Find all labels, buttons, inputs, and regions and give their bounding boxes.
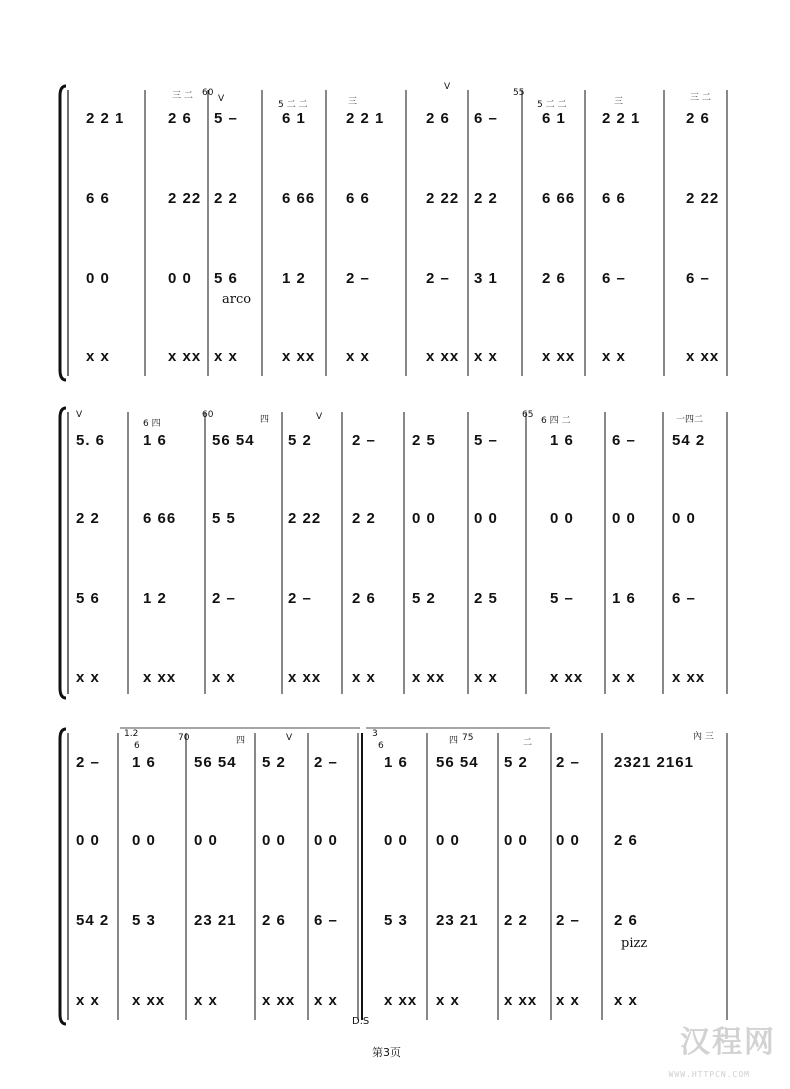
notation-cell-perc: x xx xyxy=(282,348,316,365)
notation-cell-third: 3 1 xyxy=(474,270,498,287)
notation-cell-second: 2 2 xyxy=(474,190,498,207)
notation-cell-second: 0 0 xyxy=(412,510,436,527)
notation-cell-second: 2 2 xyxy=(214,190,238,207)
notation-cell-third: 6 – xyxy=(602,270,626,287)
notation-cell-top: 6 1 xyxy=(542,110,566,127)
notation-cell-perc: x xx xyxy=(384,992,418,1009)
notation-cell-second: 0 0 xyxy=(436,832,460,849)
notation-cell-second: 0 0 xyxy=(550,510,574,527)
notation-cell-perc: x xx xyxy=(426,348,460,365)
notation-cell-second: 0 0 xyxy=(504,832,528,849)
notation-cell-top: 1 6 xyxy=(143,432,167,449)
measure-number: 55 xyxy=(513,88,525,98)
notation-cell-third: 2 6 xyxy=(542,270,566,287)
notation-cell-perc: x xx xyxy=(542,348,576,365)
notation-cell-second: 0 0 xyxy=(474,510,498,527)
fingering-annotation: 二 xyxy=(523,738,533,748)
notation-cell-perc: x xx xyxy=(504,992,538,1009)
notation-cell-second: 6 66 xyxy=(542,190,576,207)
notation-cell-third: 0 0 xyxy=(86,270,110,287)
notation-cell-third: 6 – xyxy=(686,270,710,287)
fingering-annotation: 6 四 二 xyxy=(541,416,571,426)
notation-cell-perc: x xx xyxy=(686,348,720,365)
notation-cell-perc: x x xyxy=(212,669,236,686)
notation-cell-third: 2 5 xyxy=(474,590,498,607)
notation-cell-top: 56 54 xyxy=(194,754,237,771)
page-number: 第3页 xyxy=(372,1046,401,1059)
notation-cell-perc: x x xyxy=(76,992,100,1009)
notation-cell-third: 6 – xyxy=(672,590,696,607)
notation-cell-second: 6 66 xyxy=(282,190,316,207)
notation-cell-top: 6 – xyxy=(612,432,636,449)
system-brace xyxy=(60,86,66,380)
notation-cell-third: 1 2 xyxy=(143,590,167,607)
notation-cell-perc: x xx xyxy=(288,669,322,686)
measure-number: 75 xyxy=(462,733,474,743)
notation-cell-second: 2 2 xyxy=(76,510,100,527)
notation-cell-third: 0 0 xyxy=(168,270,192,287)
notation-cell-perc: x x xyxy=(612,669,636,686)
notation-cell-second: 0 0 xyxy=(262,832,286,849)
notation-cell-top: 1 6 xyxy=(132,754,156,771)
notation-cell-perc: x xx xyxy=(412,669,446,686)
notation-cell-top: 1 6 xyxy=(550,432,574,449)
notation-cell-third: 2 6 xyxy=(352,590,376,607)
notation-cell-second: 0 0 xyxy=(556,832,580,849)
notation-cell-second: 2 22 xyxy=(426,190,460,207)
fingering-annotation: 四 xyxy=(260,415,270,425)
fingering-annotation: 一四二 xyxy=(676,415,704,425)
notation-cell-third: 5 – xyxy=(550,590,574,607)
notation-cell-second: 6 6 xyxy=(86,190,110,207)
notation-cell-second: 2 22 xyxy=(288,510,322,527)
notation-cell-perc: x xx xyxy=(262,992,296,1009)
notation-cell-third: 23 21 xyxy=(436,912,479,929)
fingering-annotation: 內 三 xyxy=(693,732,714,742)
arco-marking: arco xyxy=(222,292,252,307)
notation-cell-third: 5 6 xyxy=(76,590,100,607)
fingering-annotation: 三 二 xyxy=(172,91,193,101)
notation-cell-top: 2 2 1 xyxy=(602,110,641,127)
notation-cell-second: 0 0 xyxy=(672,510,696,527)
watermark-url: WWW.HTTPCN.COM xyxy=(668,1070,750,1079)
notation-cell-top: 5 2 xyxy=(288,432,312,449)
notation-cell-top: 5 2 xyxy=(262,754,286,771)
system-brace xyxy=(60,408,66,698)
notation-cell-second: 6 6 xyxy=(346,190,370,207)
pizz-marking: pizz xyxy=(621,936,648,951)
notation-cell-top: 2 – xyxy=(352,432,376,449)
notation-cell-second: 2 2 xyxy=(352,510,376,527)
bowing-annotation: V xyxy=(76,410,83,420)
notation-cell-third: 2 – xyxy=(556,912,580,929)
notation-cell-perc: x xx xyxy=(143,669,177,686)
notation-cell-top: 2 – xyxy=(556,754,580,771)
notation-cell-top: 2 6 xyxy=(686,110,710,127)
notation-cell-top: 56 54 xyxy=(212,432,255,449)
notation-cell-third: 2 – xyxy=(212,590,236,607)
notation-cell-perc: x x xyxy=(602,348,626,365)
notation-cell-third: 1 2 xyxy=(282,270,306,287)
notation-cell-second: 0 0 xyxy=(76,832,100,849)
fingering-annotation: 四 xyxy=(449,736,459,746)
notation-cell-perc: x x xyxy=(556,992,580,1009)
measure-number: 70 xyxy=(178,733,190,743)
notation-cell-perc: x x xyxy=(346,348,370,365)
notation-cell-third: 2 6 xyxy=(614,912,638,929)
notation-cell-top: 2 6 xyxy=(426,110,450,127)
notation-cell-perc: x x xyxy=(352,669,376,686)
notation-cell-third: 2 2 xyxy=(504,912,528,929)
fingering-annotation: 5 二 二 xyxy=(537,100,567,110)
watermark-logo: 汉程网 xyxy=(680,1025,776,1060)
notation-cell-third: 1 6 xyxy=(612,590,636,607)
notation-cell-third: 5 3 xyxy=(384,912,408,929)
notation-cell-top: 5. 6 xyxy=(76,432,106,449)
notation-cell-perc: x xx xyxy=(672,669,706,686)
fingering-annotation: 三 二 xyxy=(690,93,711,103)
notation-cell-perc: x x xyxy=(614,992,638,1009)
notation-cell-third: 2 6 xyxy=(262,912,286,929)
notation-cell-top: 2 5 xyxy=(412,432,436,449)
fingering-annotation: 5 二 二 xyxy=(278,100,308,110)
notation-cell-top: 2 – xyxy=(76,754,100,771)
notation-cell-perc: x x xyxy=(314,992,338,1009)
fingering-annotation: 6 xyxy=(134,741,140,751)
notation-cell-perc: x xx xyxy=(132,992,166,1009)
bowing-annotation: V xyxy=(316,412,323,422)
system-brace xyxy=(60,729,66,1024)
notation-cell-top: 2 2 1 xyxy=(346,110,385,127)
notation-cell-top: 6 1 xyxy=(282,110,306,127)
volta-label: 3 xyxy=(372,729,378,739)
notation-cell-perc: x x xyxy=(194,992,218,1009)
notation-cell-second: 2 22 xyxy=(686,190,720,207)
dal-segno-marking: D.S xyxy=(352,1016,370,1027)
notation-cell-third: 2 – xyxy=(346,270,370,287)
measure-number: 65 xyxy=(522,410,534,420)
fingering-annotation: 6 四 xyxy=(143,419,161,429)
notation-cell-third: 2 – xyxy=(288,590,312,607)
measure-number: 60 xyxy=(202,410,214,420)
fingering-annotation: 6 xyxy=(378,741,384,751)
notation-cell-top: 2321 2161 xyxy=(614,754,694,771)
notation-cell-top: 5 – xyxy=(214,110,238,127)
notation-cell-perc: x x xyxy=(86,348,110,365)
notation-cell-top: 2 2 1 xyxy=(86,110,125,127)
notation-cell-second: 6 6 xyxy=(602,190,626,207)
notation-cell-third: 54 2 xyxy=(76,912,110,929)
notation-cell-perc: x xx xyxy=(550,669,584,686)
notation-cell-third: 2 – xyxy=(426,270,450,287)
notation-cell-third: 5 2 xyxy=(412,590,436,607)
notation-cell-perc: x x xyxy=(474,348,498,365)
notation-cell-third: 6 – xyxy=(314,912,338,929)
notation-cell-third: 23 21 xyxy=(194,912,237,929)
notation-cell-top: 5 2 xyxy=(504,754,528,771)
notation-cell-top: 2 6 xyxy=(168,110,192,127)
notation-cell-top: 5 – xyxy=(474,432,498,449)
notation-cell-second: 2 6 xyxy=(614,832,638,849)
notation-cell-third: 5 3 xyxy=(132,912,156,929)
bowing-annotation: V xyxy=(218,94,225,104)
fingering-annotation: 三 xyxy=(348,97,358,107)
notation-cell-top: 54 2 xyxy=(672,432,706,449)
notation-cell-second: 2 22 xyxy=(168,190,202,207)
notation-cell-top: 6 – xyxy=(474,110,498,127)
measure-number: 60 xyxy=(202,88,214,98)
fingering-annotation: 三 xyxy=(614,97,624,107)
notation-cell-second: 0 0 xyxy=(194,832,218,849)
notation-cell-second: 5 5 xyxy=(212,510,236,527)
notation-cell-second: 0 0 xyxy=(384,832,408,849)
notation-cell-second: 0 0 xyxy=(314,832,338,849)
notation-cell-perc: x x xyxy=(214,348,238,365)
notation-cell-top: 1 6 xyxy=(384,754,408,771)
notation-cell-top: 2 – xyxy=(314,754,338,771)
notation-cell-perc: x x xyxy=(474,669,498,686)
notation-cell-top: 56 54 xyxy=(436,754,479,771)
bowing-annotation: V xyxy=(286,733,293,743)
notation-cell-second: 6 66 xyxy=(143,510,177,527)
notation-cell-perc: x x xyxy=(436,992,460,1009)
volta-label: 1.2 xyxy=(124,729,139,739)
notation-cell-third: 5 6 xyxy=(214,270,238,287)
notation-cell-second: 0 0 xyxy=(132,832,156,849)
fingering-annotation: 四 xyxy=(236,736,246,746)
bowing-annotation: V xyxy=(444,82,451,92)
notation-cell-perc: x x xyxy=(76,669,100,686)
notation-cell-second: 0 0 xyxy=(612,510,636,527)
notation-cell-perc: x xx xyxy=(168,348,202,365)
